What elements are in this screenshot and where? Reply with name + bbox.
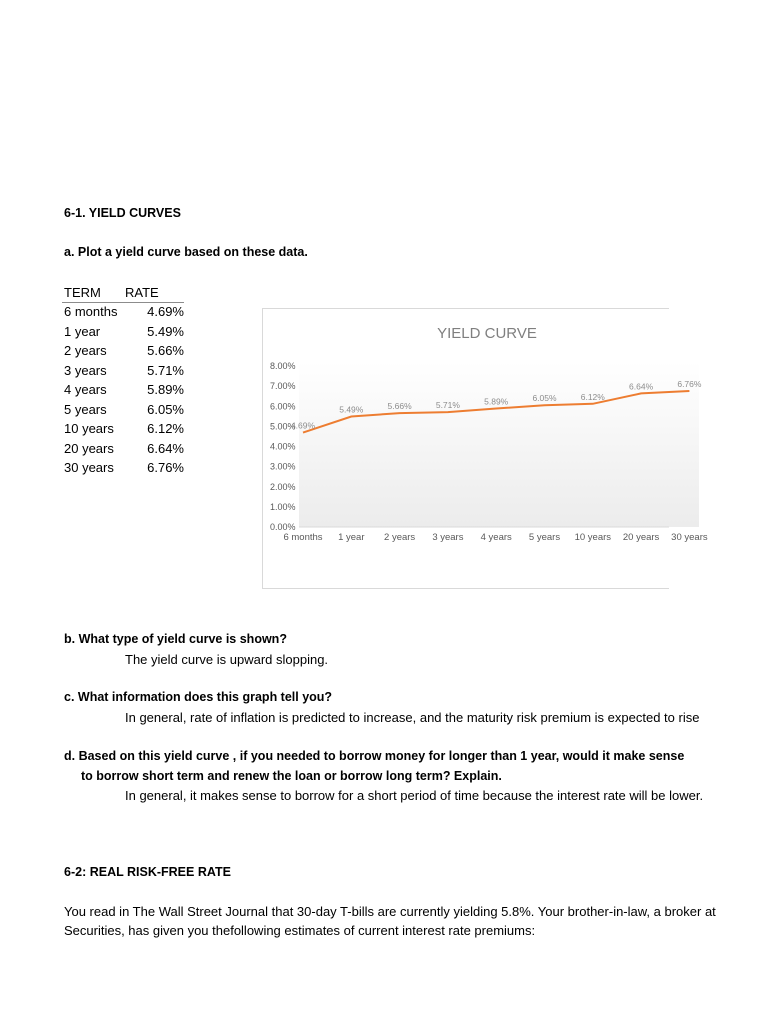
data-label: 5.71%	[435, 400, 460, 411]
question-b: b. What type of yield curve is shown?	[64, 632, 287, 646]
rate-cell: 6.12%	[147, 421, 184, 436]
table-row	[62, 362, 184, 382]
rate-cell: 6.64%	[147, 440, 184, 456]
rate-cell: 5.71%	[147, 362, 184, 378]
chart-canvas	[263, 309, 708, 588]
data-label: 6.12%	[580, 391, 605, 402]
table-row	[62, 401, 184, 421]
section-heading-yield-curves: 6-1. YIELD CURVES	[64, 206, 181, 220]
table-row	[62, 420, 184, 440]
table-row	[62, 459, 184, 479]
y-tick-label: 5.00%	[270, 421, 296, 432]
rate-cell: 6.05%	[147, 401, 184, 417]
y-tick-label: 3.00%	[270, 461, 296, 472]
rate-cell: 5.66%	[147, 343, 184, 358]
data-label: 5.66%	[387, 401, 412, 412]
question-d-line1: d. Based on this yield curve , if you needed to borrow money for longer than 1 year, would it make sense	[64, 749, 685, 763]
answer-b: The yield curve is upward slopping.	[125, 652, 329, 667]
table-header-row	[62, 284, 184, 303]
table-row	[62, 342, 184, 362]
rate-cell: 4.69%	[147, 304, 184, 319]
x-tick-label: 2 years	[384, 532, 416, 543]
section-heading-real-risk-free-rate: 6-2: REAL RISK-FREE RATE	[64, 865, 231, 879]
term-cell: 4 years	[64, 382, 107, 397]
table-row	[62, 440, 184, 460]
x-tick-label: 20 years	[622, 532, 660, 543]
y-tick-label: 7.00%	[270, 381, 296, 392]
term-rate-table	[62, 284, 184, 479]
data-label: 5.49%	[339, 404, 364, 415]
y-tick-label: 1.00%	[270, 501, 296, 512]
y-tick-label: 0.00%	[270, 522, 296, 532]
table-header-term: TERM	[64, 285, 101, 300]
y-tick-label: 4.00%	[270, 441, 296, 452]
term-cell: 1 year	[64, 323, 101, 339]
table-row	[62, 323, 184, 343]
term-cell: 30 years	[64, 460, 114, 475]
rate-cell: 6.76%	[147, 460, 184, 475]
y-tick-label: 8.00%	[270, 361, 296, 371]
chart-title: YIELD CURVE	[437, 325, 537, 342]
table-row	[62, 303, 184, 323]
y-tick-label: 6.00%	[270, 401, 296, 412]
x-tick-label: 3 years	[432, 532, 464, 543]
term-cell: 6 months	[64, 304, 118, 319]
answer-d: In general, it makes sense to borrow for a short period of time because the interest rate will be lower.	[125, 788, 704, 803]
x-tick-label: 4 years	[480, 532, 512, 543]
data-label: 6.05%	[532, 393, 557, 404]
rate-cell: 5.49%	[147, 323, 184, 339]
x-tick-label: 5 years	[528, 532, 561, 543]
yield-curve-chart	[262, 308, 708, 589]
x-tick-label: 1 year	[338, 532, 365, 543]
data-label: 6.76%	[677, 378, 702, 389]
term-cell: 10 years	[64, 421, 114, 436]
question-a: a. Plot a yield curve based on these data.	[64, 245, 308, 259]
x-tick-label: 6 months	[283, 532, 323, 543]
data-label: 5.89%	[484, 396, 509, 407]
x-tick-label: 30 years	[671, 532, 708, 543]
x-tick-label: 10 years	[574, 532, 612, 543]
question-d-line2: to borrow short term and renew the loan or borrow long term? Explain.	[81, 769, 502, 783]
data-label: 6.64%	[629, 381, 654, 392]
section2-paragraph-line1: You read in The Wall Street Journal that 30-day T-bills are currently yielding 5.8%. Your brother-in-law, a broker at	[64, 904, 716, 919]
question-c: c. What information does this graph tell you?	[64, 690, 333, 704]
section2-paragraph-line2: Securities, has given you thefollowing estimates of current interest rate premiums:	[64, 923, 536, 938]
answer-c: In general, rate of inflation is predicted to increase, and the maturity risk premium is expected to rise	[125, 710, 700, 725]
term-cell: 20 years	[64, 440, 114, 456]
data-label: 4.69%	[290, 420, 316, 431]
table-row	[62, 381, 184, 401]
rate-cell: 5.89%	[147, 382, 184, 397]
term-cell: 3 years	[64, 362, 107, 378]
y-tick-label: 2.00%	[270, 481, 296, 492]
term-cell: 2 years	[64, 343, 107, 358]
term-cell: 5 years	[64, 401, 107, 417]
table-header-rate: RATE	[125, 285, 159, 300]
